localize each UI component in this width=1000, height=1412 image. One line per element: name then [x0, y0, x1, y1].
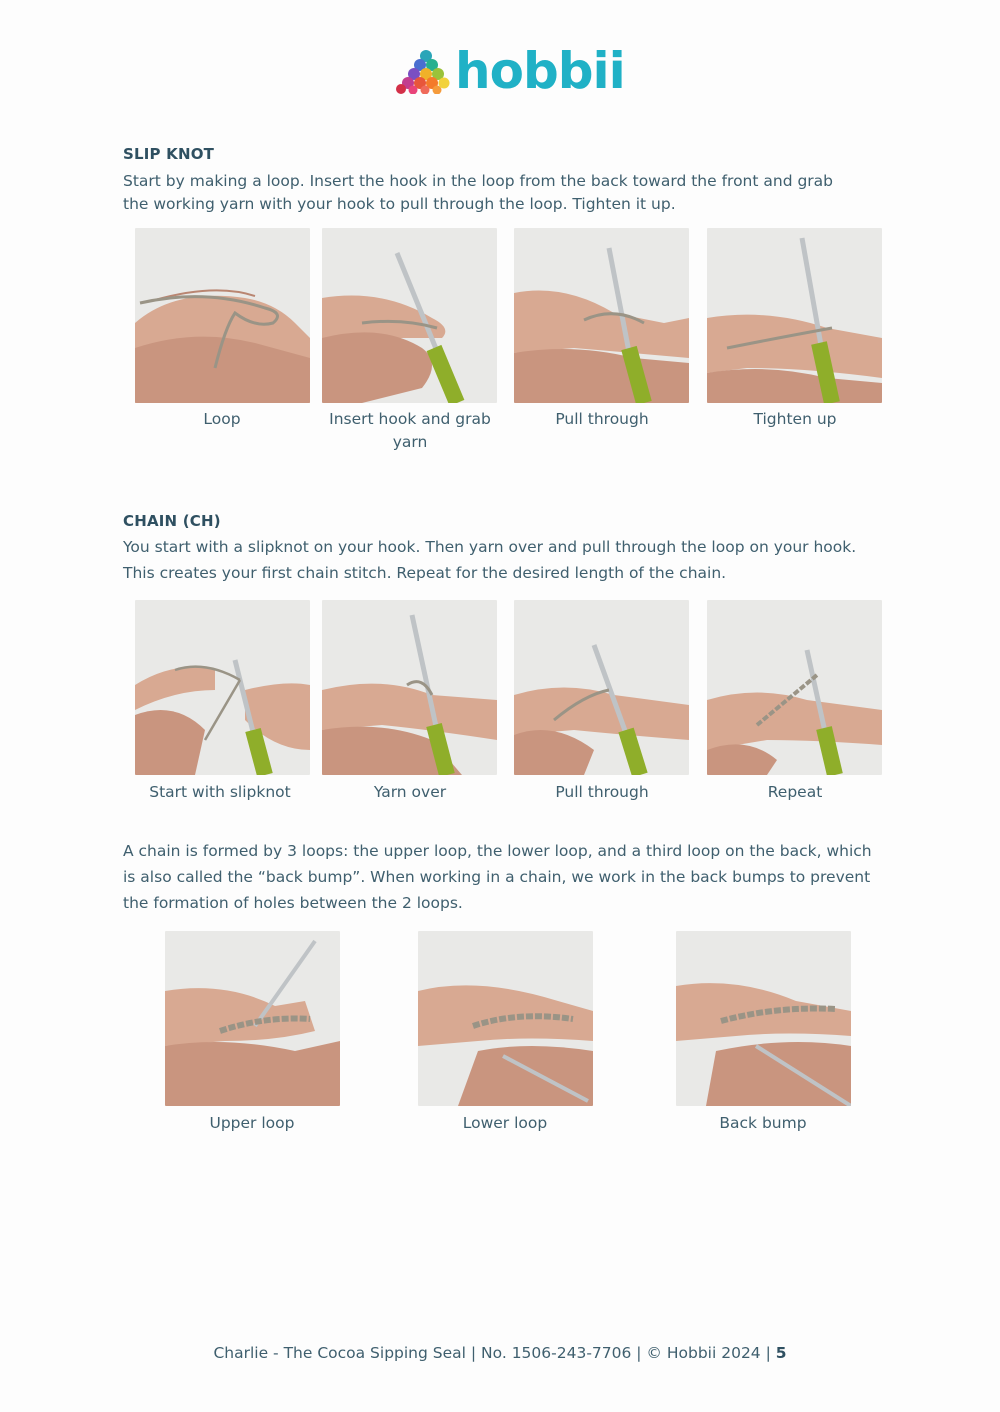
page-number: 5	[775, 1344, 787, 1362]
slip-knot-text-line: Start by making a loop. Insert the hook in the loop from the back toward the front and grab	[123, 172, 834, 190]
photo-repeat	[707, 600, 882, 775]
caption-lower-loop: Lower loop	[462, 1114, 548, 1132]
photo-yarn-over	[322, 600, 497, 775]
caption-repeat: Repeat	[767, 783, 823, 801]
slip-knot-description	[123, 170, 883, 216]
photo-insert-hook	[322, 228, 497, 403]
loops-text-line: is also called the “back bump”. When working in a chain, we work in the back bumps to prevent	[123, 868, 871, 886]
yarn-balls-logo-icon	[393, 48, 451, 94]
chain-text-line: You start with a slipknot on your hook. Then yarn over and pull through the loop on your hook.	[123, 538, 857, 556]
photo-lower-loop	[418, 931, 593, 1106]
brand-name: hobbii	[455, 42, 625, 100]
caption-upper-loop: Upper loop	[209, 1114, 295, 1132]
caption-yarn-over: Yarn over	[373, 783, 447, 801]
chain-heading: CHAIN (CH)	[123, 512, 221, 530]
caption-line: yarn	[392, 433, 428, 451]
slip-knot-text-line: the working yarn with your hook to pull through the loop. Tighten it up.	[123, 195, 676, 213]
chain-loops-description	[123, 838, 883, 916]
photo-pull-through-chain	[514, 600, 689, 775]
loops-text-line: A chain is formed by 3 loops: the upper loop, the lower loop, and a third loop on the back, which	[123, 842, 872, 860]
loops-text-line: the formation of holes between the 2 loops.	[123, 894, 463, 912]
caption-start-slipknot: Start with slipknot	[149, 783, 291, 801]
caption-line: Insert hook and grab	[329, 410, 491, 428]
photo-pull-through	[514, 228, 689, 403]
photo-start-slipknot	[135, 600, 310, 775]
caption-insert-hook	[320, 408, 500, 454]
caption-pull-through: Pull through	[555, 410, 649, 428]
photo-back-bump	[676, 931, 851, 1106]
footer-text: Charlie - The Cocoa Sipping Seal | No. 1506-243-7706 | © Hobbii 2024 |	[213, 1344, 776, 1362]
caption-loop: Loop	[203, 410, 241, 428]
hobbii-logo	[393, 42, 625, 100]
page-footer	[0, 1344, 1000, 1362]
photo-loop	[135, 228, 310, 403]
photo-upper-loop	[165, 931, 340, 1106]
caption-pull-through-chain: Pull through	[555, 783, 649, 801]
caption-tighten-up: Tighten up	[753, 410, 837, 428]
caption-back-bump: Back bump	[719, 1114, 807, 1132]
chain-text-line: This creates your first chain stitch. Repeat for the desired length of the chain.	[123, 564, 727, 582]
chain-description	[123, 534, 883, 586]
photo-tighten-up	[707, 228, 882, 403]
slip-knot-heading: SLIP KNOT	[123, 145, 215, 163]
